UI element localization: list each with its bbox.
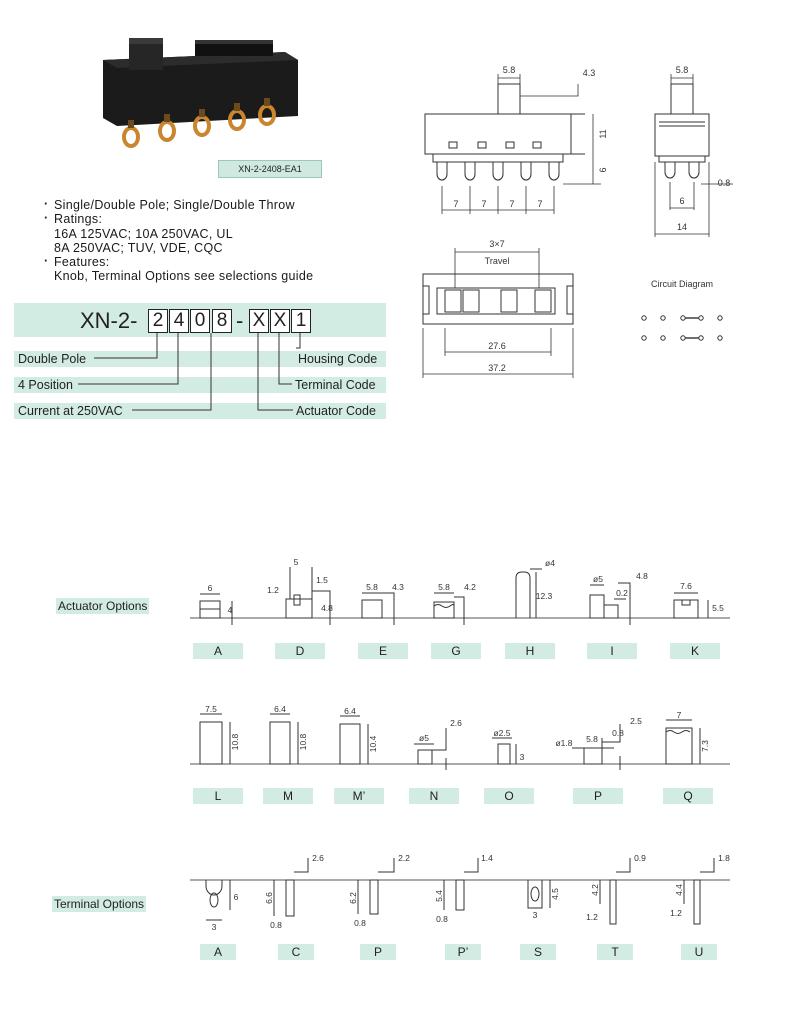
dim-label: 4.4 [674, 884, 684, 896]
dim-label: 4.5 [550, 888, 560, 900]
actuator-code-E: E [358, 643, 408, 659]
dim-label: 7 [676, 710, 682, 720]
dim-label: 1.5 [316, 575, 328, 585]
dim-label: 1.8 [718, 853, 730, 863]
dim-label: 1.2 [586, 912, 598, 922]
product-caption: XN-2-2408-EA1 [218, 160, 322, 178]
spec-line: 16A 125VAC; 10A 250VAC, UL [54, 226, 233, 241]
dim-label: 4 [227, 605, 233, 615]
dim-label: 2.6 [450, 718, 462, 728]
dim-label: 5.4 [434, 890, 444, 902]
dim-label: 1.2 [670, 908, 682, 918]
dim-label: 4.8 [636, 571, 648, 581]
actuator-code-G: G [431, 643, 481, 659]
dim-label: 0.8 [270, 920, 282, 930]
legend-double-pole: Double Pole [18, 352, 87, 366]
actuator-code-M: M [263, 788, 313, 804]
dim-label: ø5 [419, 733, 429, 743]
dim-label: 0.2 [616, 588, 628, 598]
legend-terminal-code: Terminal Code [295, 378, 376, 392]
dim-label: ø5 [593, 574, 603, 584]
dim-label: 6.4 [344, 706, 356, 716]
dim-label: 2.5 [630, 716, 642, 726]
dim-label: 3 [519, 752, 525, 762]
spec-line: · Features: [44, 255, 313, 269]
legend-current: Current at 250VAC [18, 404, 123, 418]
spec-line: · Single/Double Pole; Single/Double Throw [44, 198, 313, 212]
dim-label: 4.3 [582, 68, 596, 78]
code-suffix-box: 1 [291, 309, 311, 333]
dim-label: ø1.8 [555, 738, 573, 748]
dim-label: 0.8 [717, 178, 731, 188]
dim-label: 1.2 [267, 585, 279, 595]
dim-label: 0.9 [634, 853, 646, 863]
dim-label: 7 [537, 199, 543, 209]
dim-label: 7.6 [680, 581, 692, 591]
top-view-drawing [415, 232, 585, 382]
code-digit-box: 2 [148, 309, 168, 333]
dim-label: 5 [293, 557, 299, 567]
dim-label: 10.8 [298, 733, 308, 751]
dim-label: 3 [532, 910, 538, 920]
dim-label: 7 [509, 199, 515, 209]
legend-housing-code: Housing Code [298, 352, 378, 366]
dim-label: 6 [207, 583, 213, 593]
dim-label: 5.8 [675, 65, 689, 75]
dim-label: 27.6 [488, 341, 506, 351]
terminal-code-C: C [278, 944, 314, 960]
dim-label: 7 [481, 199, 487, 209]
terminal-drawings [190, 848, 730, 938]
terminal-code-P-prime: P’ [445, 944, 481, 960]
actuator-code-M-prime: M’ [334, 788, 384, 804]
actuator-row2-drawings [190, 700, 730, 780]
actuator-options-label: Actuator Options [58, 599, 148, 613]
dim-label: 7 [453, 199, 459, 209]
actuator-code-K: K [670, 643, 720, 659]
side-view-drawing [645, 62, 745, 242]
travel-label: Travel [484, 256, 510, 266]
dim-label: 4.8 [321, 603, 333, 613]
code-suffix-box: X [249, 309, 269, 333]
spec-line: · Ratings: [44, 212, 313, 226]
dim-label: 5.8 [502, 65, 516, 75]
dim-label: 0.8 [612, 728, 624, 738]
terminal-code-U: U [681, 944, 717, 960]
circuit-diagram [630, 275, 740, 350]
dim-label: 6.6 [264, 892, 274, 904]
code-digit-box: 4 [169, 309, 189, 333]
dim-label: 5.8 [438, 582, 450, 592]
dim-label: 0.8 [436, 914, 448, 924]
actuator-code-H: H [505, 643, 555, 659]
front-view-drawing [415, 62, 615, 232]
dim-label: 6 [233, 892, 239, 902]
legend-actuator-code: Actuator Code [296, 404, 376, 418]
dim-label: 10.8 [230, 733, 240, 751]
dim-label: 5.5 [712, 603, 724, 613]
dim-label: 7.3 [700, 740, 710, 752]
dim-label: 6.4 [274, 704, 286, 714]
terminal-code-A: A [200, 944, 236, 960]
dim-label: 4.3 [392, 582, 404, 592]
dim-label: 6 [598, 167, 608, 173]
spec-line: 8A 250VAC; TUV, VDE, CQC [54, 240, 223, 255]
actuator-code-O: O [484, 788, 534, 804]
dim-label: 10.4 [368, 735, 378, 753]
code-suffix-box: X [270, 309, 290, 333]
dim-label: 12.3 [535, 591, 553, 601]
terminal-code-T: T [597, 944, 633, 960]
code-separator: - [236, 308, 244, 333]
code-digit-box: 8 [212, 309, 232, 333]
dim-label: 3 [211, 922, 217, 932]
dim-label: 0.8 [354, 918, 366, 928]
actuator-code-D: D [275, 643, 325, 659]
terminal-code-S: S [520, 944, 556, 960]
dim-label: 2.6 [312, 853, 324, 863]
dim-label: 4.2 [464, 582, 476, 592]
actuator-row1-drawings [190, 555, 730, 635]
dim-label: 5.8 [586, 734, 598, 744]
actuator-code-Q: Q [663, 788, 713, 804]
dim-label: 3×7 [489, 239, 505, 249]
actuator-code-A: A [193, 643, 243, 659]
dim-label: 2.2 [398, 853, 410, 863]
dim-label: 37.2 [488, 363, 506, 373]
actuator-code-N: N [409, 788, 459, 804]
dim-label: 11 [598, 129, 608, 139]
legend-4-position: 4 Position [18, 378, 73, 392]
dim-label: ø2.5 [493, 728, 511, 738]
dim-label: 4.2 [590, 884, 600, 896]
spec-line: Knob, Terminal Options see selections guide [54, 269, 314, 284]
dim-label: 6.2 [348, 892, 358, 904]
part-code-prefix: XN-2- [80, 308, 138, 333]
dim-label: 5.8 [366, 582, 378, 592]
terminal-code-P: P [360, 944, 396, 960]
dim-label: 6 [679, 196, 685, 206]
actuator-code-P: P [573, 788, 623, 804]
circuit-title: Circuit Diagram [650, 279, 714, 289]
actuator-code-L: L [193, 788, 243, 804]
dim-label: 7.5 [205, 704, 217, 714]
dim-label: 1.4 [481, 853, 493, 863]
dim-label: 14 [676, 222, 688, 232]
actuator-code-I: I [587, 643, 637, 659]
code-digit-box: 0 [190, 309, 210, 333]
dim-label: ø4 [545, 558, 555, 568]
terminal-options-label: Terminal Options [54, 897, 145, 911]
legend-leader-lines [0, 0, 400, 420]
